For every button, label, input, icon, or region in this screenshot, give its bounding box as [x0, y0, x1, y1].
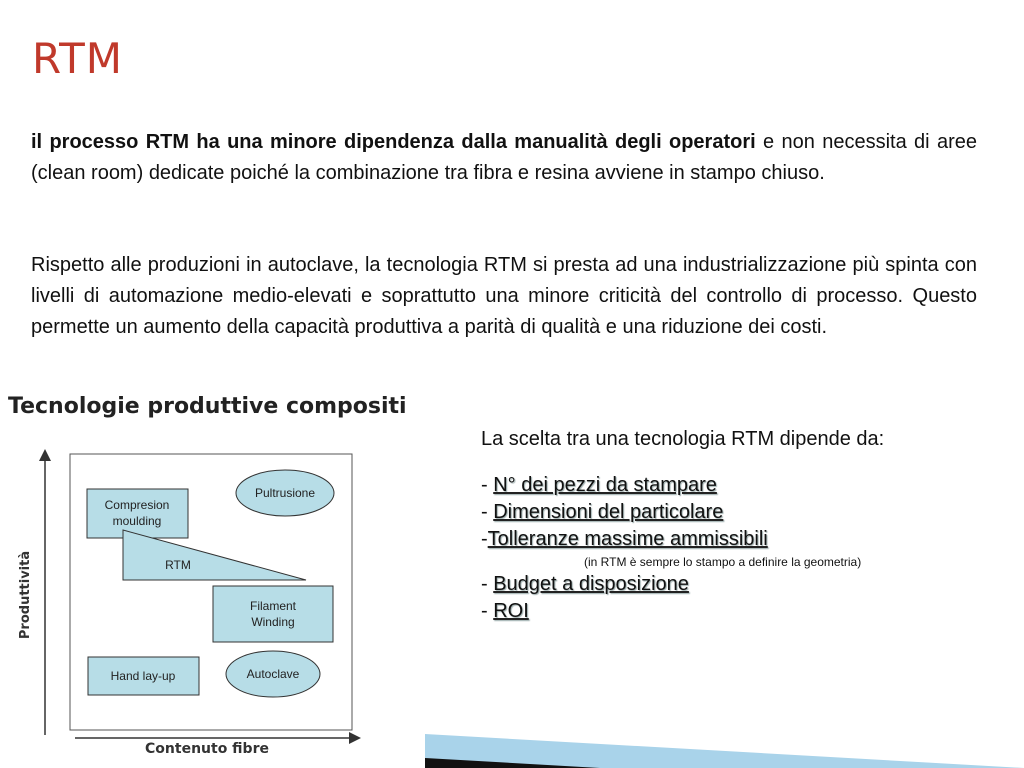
geometry-note: (in RTM è sempre lo stampo a definire la geometria) — [584, 555, 862, 569]
filament-winding-box — [213, 586, 333, 642]
paragraph-1-rest: e non necessita di aree (clean room) dedicate poiché la combinazione tra fibra e resina avviene in stampo chiuso. — [31, 131, 977, 184]
corner-decoration — [420, 728, 1024, 768]
rtm-label: RTM — [165, 558, 191, 572]
paragraph-2: Rispetto alle produzioni in autoclave, la tecnologia RTM si presta ad una industrializzazione più spinta con livelli di automazione medio-elevati e soprattutto una minore criticità del controllo di processo. Questo permette un aumento della capacità produttiva a parità di qualità e una riduzione dei costi. — [31, 254, 977, 338]
paragraph-1 — [31, 127, 977, 189]
y-axis-label: Produttività — [18, 550, 33, 640]
right-column — [481, 424, 990, 625]
x-axis-label: Contenuto fibre — [145, 741, 269, 757]
list-item — [481, 598, 990, 625]
corner-light-band — [425, 734, 1024, 768]
hand-layup-label: Hand lay-up — [110, 669, 176, 683]
slide-title: RTM — [32, 34, 124, 83]
figure-title: Tecnologie produttive compositi — [8, 394, 407, 419]
list-dash: - — [481, 528, 488, 550]
list-item-text: N° dei pezzi da stampare — [493, 474, 717, 496]
paragraph-1-bold: il processo RTM ha una minore dipendenza dalla manualità degli operatori — [31, 131, 756, 153]
list-dash: - — [481, 573, 494, 595]
autoclave-label: Autoclave — [246, 667, 300, 681]
compression-moulding-label-2: moulding — [112, 514, 162, 528]
filament-winding-label-2: Winding — [251, 615, 295, 629]
list-item — [481, 499, 990, 526]
compression-moulding-label-1: Compresion — [104, 498, 170, 512]
technology-diagram — [0, 430, 420, 765]
list-dash: - — [481, 501, 494, 523]
list-item-text: ROI — [493, 600, 529, 622]
list-item-text: Dimensioni del particolare — [493, 501, 724, 523]
filament-winding-label-1: Filament — [249, 599, 297, 613]
right-intro: La scelta tra una tecnologia RTM dipende da: — [481, 428, 885, 450]
pultrusione-label: Pultrusione — [254, 486, 316, 500]
list-item — [481, 571, 990, 598]
list-item — [481, 526, 990, 553]
list-item-text: Budget a disposizione — [493, 573, 689, 595]
list-item-text: Tolleranze massime ammissibili — [487, 528, 768, 550]
list-dash: - — [481, 600, 494, 622]
criteria-list — [481, 472, 990, 625]
list-item — [481, 472, 990, 499]
list-dash: - — [481, 474, 494, 496]
